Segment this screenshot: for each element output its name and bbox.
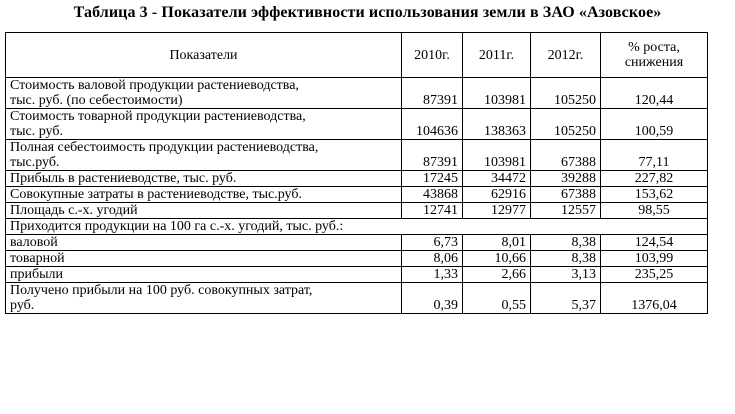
cell-change: 103,99 bbox=[601, 251, 708, 267]
cell-2012: 3,13 bbox=[531, 267, 601, 283]
cell-2012: 39288 bbox=[531, 171, 601, 187]
table-row bbox=[6, 283, 708, 314]
row-label-line1: Полная себестоимость продукции растениеводства, bbox=[10, 140, 319, 155]
cell-2011: 2,66 bbox=[463, 267, 531, 283]
table-row bbox=[6, 187, 708, 203]
section-row bbox=[6, 219, 708, 235]
cell-2010: 1,33 bbox=[402, 267, 463, 283]
cell-2012: 8,38 bbox=[531, 235, 601, 251]
row-label-line2: тыс.руб. bbox=[10, 155, 60, 170]
row-label-line2: тыс. руб. bbox=[10, 124, 63, 139]
table-row bbox=[6, 140, 708, 171]
cell-2010: 104636 bbox=[402, 109, 463, 140]
table-caption: Таблица 3 - Показатели эффективности использования земли в ЗАО «Азовское» bbox=[73, 4, 662, 21]
header-indicator: Показатели bbox=[6, 33, 402, 78]
header-change-line2: снижения bbox=[624, 55, 684, 70]
cell-change: 120,44 bbox=[601, 78, 708, 109]
cell-change: 77,11 bbox=[601, 140, 708, 171]
cell-2012: 12557 bbox=[531, 203, 601, 219]
row-label: Прибыль в растениеводстве, тыс. руб. bbox=[6, 171, 402, 187]
cell-2011: 62916 bbox=[463, 187, 531, 203]
cell-2010: 43868 bbox=[402, 187, 463, 203]
header-2010: 2010г. bbox=[402, 33, 463, 78]
row-label: Площадь с.-х. угодий bbox=[6, 203, 402, 219]
row-label-line1: Получено прибыли на 100 руб. совокупных затрат, bbox=[10, 283, 313, 298]
cell-change: 124,54 bbox=[601, 235, 708, 251]
row-label bbox=[6, 109, 402, 140]
cell-2010: 8,06 bbox=[402, 251, 463, 267]
cell-2010: 87391 bbox=[402, 78, 463, 109]
header-2012: 2012г. bbox=[531, 33, 601, 78]
cell-2012: 67388 bbox=[531, 187, 601, 203]
row-label-line1: Стоимость товарной продукции растениеводства, bbox=[10, 109, 306, 124]
cell-change: 153,62 bbox=[601, 187, 708, 203]
row-label: Совокупные затраты в растениеводстве, тыс.руб. bbox=[6, 187, 402, 203]
header-change-line1: % роста, bbox=[628, 40, 680, 55]
row-label-line2: тыс. руб. (по себестоимости) bbox=[10, 93, 183, 108]
cell-change: 1376,04 bbox=[601, 283, 708, 314]
cell-2011: 34472 bbox=[463, 171, 531, 187]
row-label: валовой bbox=[6, 235, 402, 251]
table-row bbox=[6, 203, 708, 219]
row-label: товарной bbox=[6, 251, 402, 267]
cell-2011: 8,01 bbox=[463, 235, 531, 251]
efficiency-table bbox=[5, 32, 708, 314]
cell-2012: 105250 bbox=[531, 109, 601, 140]
table-row bbox=[6, 78, 708, 109]
cell-2011: 10,66 bbox=[463, 251, 531, 267]
table-row bbox=[6, 109, 708, 140]
cell-2011: 0,55 bbox=[463, 283, 531, 314]
section-label: Приходится продукции на 100 га с.-х. угодий, тыс. руб.: bbox=[6, 219, 708, 235]
header-2011: 2011г. bbox=[463, 33, 531, 78]
cell-2012: 105250 bbox=[531, 78, 601, 109]
cell-2010: 0,39 bbox=[402, 283, 463, 314]
cell-2012: 5,37 bbox=[531, 283, 601, 314]
cell-change: 227,82 bbox=[601, 171, 708, 187]
cell-2011: 138363 bbox=[463, 109, 531, 140]
row-label-line1: Стоимость валовой продукции растениеводства, bbox=[10, 78, 299, 93]
cell-2010: 6,73 bbox=[402, 235, 463, 251]
cell-2010: 17245 bbox=[402, 171, 463, 187]
row-label bbox=[6, 78, 402, 109]
table-row bbox=[6, 171, 708, 187]
cell-2012: 8,38 bbox=[531, 251, 601, 267]
table-row bbox=[6, 251, 708, 267]
header-row bbox=[6, 33, 708, 78]
cell-2010: 12741 bbox=[402, 203, 463, 219]
cell-change: 98,55 bbox=[601, 203, 708, 219]
cell-2010: 87391 bbox=[402, 140, 463, 171]
cell-change: 100,59 bbox=[601, 109, 708, 140]
row-label: прибыли bbox=[6, 267, 402, 283]
table-row bbox=[6, 267, 708, 283]
cell-2012: 67388 bbox=[531, 140, 601, 171]
row-label bbox=[6, 283, 402, 314]
cell-2011: 12977 bbox=[463, 203, 531, 219]
row-label bbox=[6, 140, 402, 171]
row-label-line2: руб. bbox=[10, 298, 35, 313]
cell-2011: 103981 bbox=[463, 78, 531, 109]
cell-change: 235,25 bbox=[601, 267, 708, 283]
header-change bbox=[601, 33, 708, 78]
table-row bbox=[6, 235, 708, 251]
cell-2011: 103981 bbox=[463, 140, 531, 171]
